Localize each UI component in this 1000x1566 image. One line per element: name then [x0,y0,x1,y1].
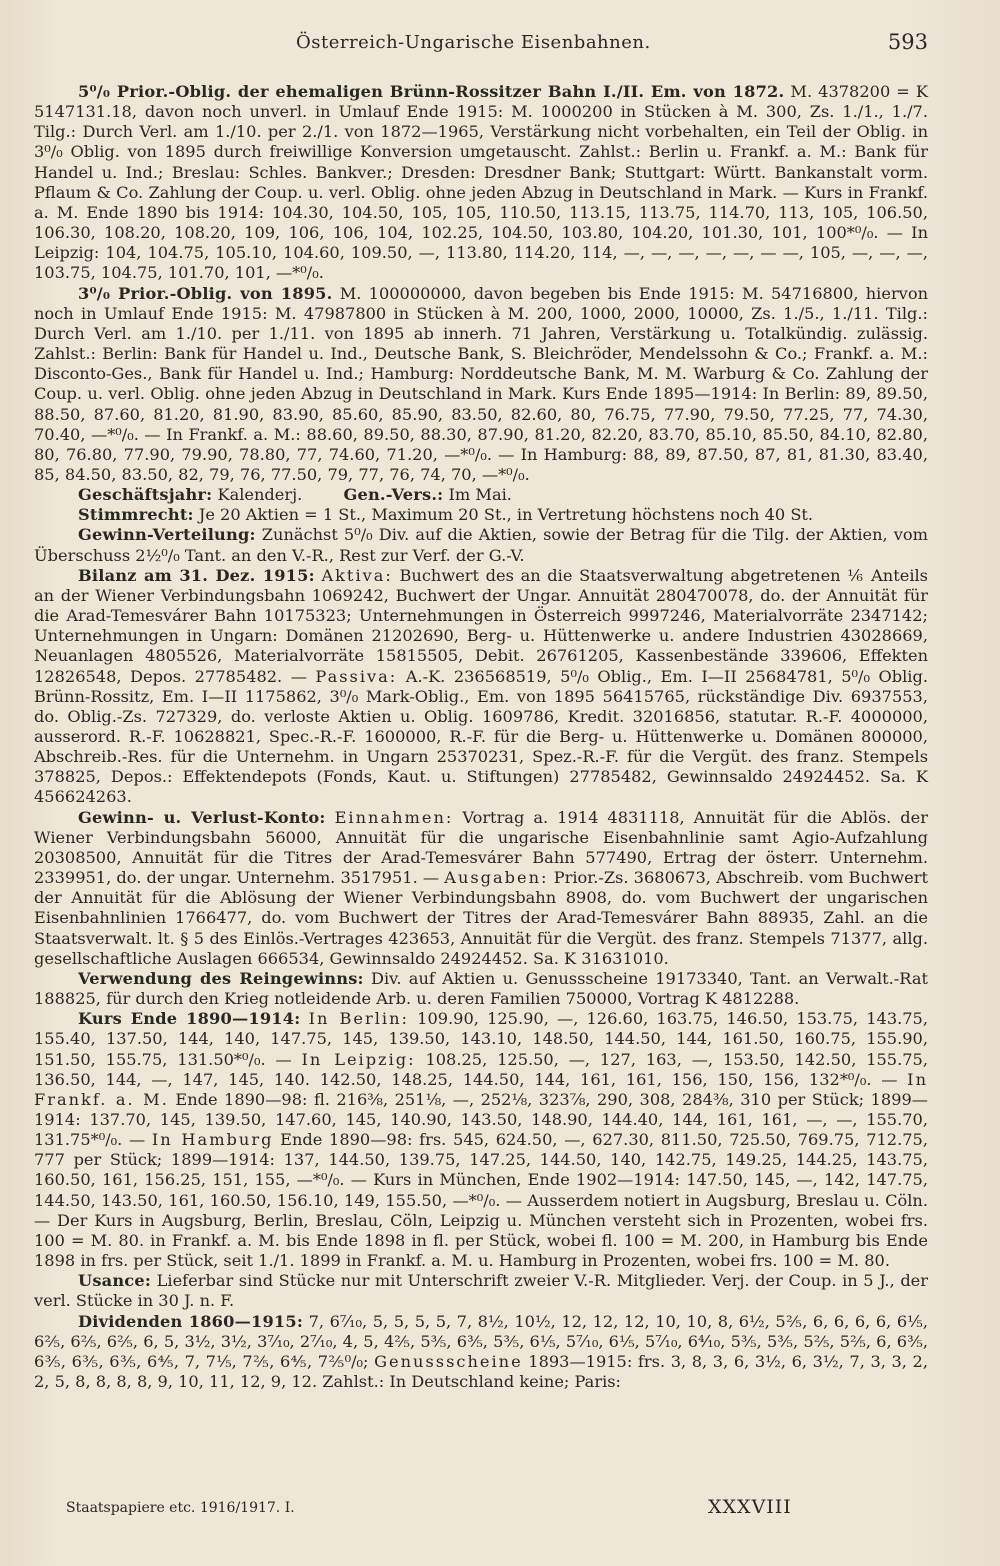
heading-prior-5: 5⁰/₀ Prior.-Oblig. der ehemaligen Brünn-Rossitzer Bahn I./II. Em. von 1872. [78,82,785,101]
paragraph-kurse [34,1009,928,1271]
label-ausgaben: Ausgaben: [444,868,549,888]
label-genussscheine: Genussscheine [374,1351,523,1371]
footer-signature-line: Staatspapiere etc. 1916/1917. I. [66,1500,295,1516]
label-dividenden: Dividenden 1860—1915: [78,1311,304,1331]
text-kurse-leipzig: 108.25, 125.50, —, 127, 163, —, 153.50, 142.50, 155.75, 136.50, 144, —, 147, 145, 140. 142.50, 148.25, 144.50, 144, 161, 161, 156, 150, 156, 132*⁰/₀. — [34,1049,928,1089]
paragraph-prior-3 [34,284,928,486]
running-head [34,32,928,62]
label-kurse-leipzig: In Leipzig: [301,1049,416,1069]
text-aktiva: Buchwert des an die Staatsverwaltung abgetretenen ⅙ Anteils an der Wiener Verbindungsbahn 1069242, Buchwert der Ungar. Annuität 280470078, do. der Annuität für die Arad-Temesvárer Bahn 10175323; Unternehmungen in Österreich 9997246, Materialvorräte 2347142; Unternehmungen in Ungarn: Domänen 21202690, Berg- u. Hüttenwerke u. andere Industrien 43028669, Neuanlagen 4805526, Materialvorräte 15815505, Debit. 26761205, Kassenbestände 339606, Effekten 12826548, Depos. 27785482. — [34,565,928,686]
text-dividenden: 7, 6⁷⁄₁₀, 5, 5, 5, 5, 7, 8½, 10½, 12, 12, 12, 10, 10, 8, 6½, 5⅖, 6, 6, 6, 6, 6⅕, 6⅖, 6⅖, 6⅖, 6, 5, 3½, 3½, 3⁷⁄₁₀, 2⁷⁄₁₀, 4, 5, 4⅖, 5⅗, 6⅗, 5⅗, 6⅕, 5⁷⁄₁₀, 6⅕, 5⁷⁄₁₀, 6⁴⁄₁₀, 5⅗, 5⅗, 5⅖, 5⅖, 6, 6⅗, 6⅗, 6⅗, 6⅗, 6⅘, 7, 7⅕, 7⅖, 6⅘, 7⅖⁰/₀; [34,1311,928,1371]
label-gewinn-konto: Gewinn- u. Verlust-Konto: [78,807,326,827]
paragraph-prior-5 [34,82,928,284]
page-number: 593 [887,30,928,54]
paragraph-bilanz [34,566,928,808]
text-kurse-berlin: 109.90, 125.90, —, 126.60, 163.75, 146.50, 153.75, 143.75, 155.40, 137.50, 144, 140, 147.75, 145, 139.50, 143.10, 148.50, 144.50, 144, 161.50, 160.75, 155.90, 151.50, 155.75, 131.50*⁰/₀. — [34,1009,929,1069]
label-kurse-berlin: In Berlin: [308,1009,409,1029]
page-footer [66,1496,928,1520]
label-verwendung: Verwendung des Reingewinns: [78,968,364,988]
paragraph-geschaeftsjahr [34,485,928,505]
text-verwendung: Div. auf Aktien u. Genussscheine 19173340, Tant. an Verwalt.-Rat 188825, für durch den Krieg notleidende Arb. u. deren Familien 750000, Vortrag K 4812288. [34,968,928,1009]
label-kurse-hamburg: In Hamburg [151,1130,274,1150]
text-genussscheine: 1893—1915: frs. 3, 8, 3, 6, 3½, 6, 3½, 7, 3, 3, 2, 2, 5, 8, 8, 8, 8, 9, 10, 11, 12, 9, 12. Zahlst.: In Deutschland keine; Paris: [34,1351,928,1391]
label-kurse: Kurs Ende 1890—1914: [78,1009,301,1029]
paragraph-verwendung [34,969,928,1009]
label-aktiva: Aktiva: [321,565,393,585]
text-passiva: A.-K. 236568519, 5⁰/₀ Oblig., Em. I—II 25684781, 5⁰/₀ Oblig. Brünn-Rossitz, Em. I—II 1175862, 3⁰/₀ Mark-Oblig., Em. von 1895 56415765, rückständige Div. 6937553, do. Oblig.-Zs. 727329, do. verloste Aktien u. Oblig. 1609786, Kredit. 32016856, statutar. R.-F. 4000000, ausserord. R.-F. 10628821, Spec.-R.-F. 1600000, R.-F. für die Berg- u. Hüttenwerke u. Domänen 800000, Abschreib.-Res. für die Unternehm. in Ungarn 25370231, Spez.-R.-F. für die Vergüt. des franz. Stempels 378825, Depos.: Effektendepots (Fonds, Kaut. u. Stiftungen) 27785482, Gewinnsaldo 24924452. Sa. K 456624263. [34,666,928,807]
paragraph-stimmrecht [34,505,928,525]
label-usance: Usance: [78,1271,152,1291]
heading-prior-3: 3⁰/₀ Prior.-Oblig. von 1895. [78,283,333,303]
text-kurse-frankfurt: Ende 1890—98: fl. 216⅜, 251⅛, —, 252⅛, 323⅞, 290, 308, 284⅜, 310 per Stück; 1899—1914: 137.70, 145, 139.50, 147.60, 145, 140.90, 143.50, 148.90, 144.40, 144, 161, 161, —, —, 155.70, 131.75*⁰/₀. — [34,1089,928,1150]
label-stimmrecht: Stimmrecht: [78,505,194,525]
label-einnahmen: Einnahmen: [334,807,454,827]
text-stimmrecht: Je 20 Aktien = 1 St., Maximum 20 St., in Vertretung höchstens noch 40 St. [198,505,814,525]
article-body [34,82,928,1392]
value-geschaeftsjahr: Kalenderj. [217,485,303,505]
text-ausgaben: Prior.-Zs. 3680673, Abschreib. vom Buchwert der Annuität für die Ablösung der Wiener Verbindungsbahn 8908, do. vom Buchwert der ungarischen Eisenbahnlinien 1766477, do. vom Buchwert der Titres der Arad-Temesvárer Bahn 88935, Zahl. an die Staatsverwalt. lt. § 5 des Einlös.-Vertrages 423653, Annuität für die Vergüt. des franz. Stempels 71377, allg. gesellschaftliche Auslagen 666534, Gewinnsaldo 24924452. Sa. K 31631010. [34,868,928,968]
label-passiva: Passiva: [315,666,398,686]
text-usance: Lieferbar sind Stücke nur mit Unterschrift zweier V.-R. Mitglieder. Verj. der Coup. in 5 J., der verl. Stücke in 30 J. n. F. [34,1271,928,1311]
text-kurse-hamburg: Ende 1890—98: frs. 545, 624.50, —, 627.30, 811.50, 725.50, 769.75, 712.75, 777 per Stück; 1899—1914: 137, 144.50, 139.75, 147.25, 144.50, 140, 142.75, 149.25, 144.25, 143.75, 160.50, 161, 156.25, 151, 155, —*⁰/₀. — Kurs in München, Ende 1902—1914: 147.50, 145, —, 142, 147.75, 144.50, 143.50, 161, 160.50, 156.10, 149, 155.50, —*⁰/₀. — Ausserdem notiert in Augsburg, Breslau u. Cöln. — Der Kurs in Augsburg, Berlin, Breslau, Cöln, Leipzig u. München versteht sich in Prozenten, wobei frs. 100 = M. 80. in Frankf. a. M. bis Ende 1898 in fl. per Stück, wobei fl. 100 = M. 200, in Hamburg bis Ende 1898 in frs. per Stück, seit 1./1. 1899 in Frankf. a. M. u. Hamburg in Prozenten, wobei frs. 100 = M. 80. [34,1130,928,1271]
label-gen-vers: Gen.-Vers.: [343,485,444,505]
footer-sheet-number: XXXVIII [708,1496,792,1518]
text-einnahmen: Vortrag a. 1914 4831118, Annuität für die Ablös. der Wiener Verbindungsbahn 56000, Annuität für die ungarische Eisenbahnlinie samt Agio-Aufzahlung 20308500, Annuität für die Titres der Arad-Temesvárer Bahn 577490, Ertrag der österr. Unternehm. 2339951, do. der ungar. Unternehm. 3517951. — [34,807,928,888]
label-gewinn-verteilung: Gewinn-Verteilung: [78,525,256,545]
paragraph-gewinn-konto [34,808,928,969]
label-geschaeftsjahr: Geschäftsjahr: [78,485,213,505]
label-bilanz: Bilanz am 31. Dez. 1915: [78,565,315,585]
paragraph-usance [34,1271,928,1311]
text-prior-5: M. 4378200 = K 5147131.18, davon noch unverl. in Umlauf Ende 1915: M. 1000200 in Stücken à M. 300, Zs. 1./1., 1./7. Tilg.: Durch Verl. am 1./10. per 2./1. von 1872—1965, Verstärkung nicht vorbehalten, ein Teil der Oblig. in 3⁰/₀ Oblig. von 1895 durch freiwillige Konversion umgetauscht. Zahlst.: Berlin u. Frankf. a. M.: Bank für Handel u. Ind.; Breslau: Schles. Bankver.; Dresden: Dresdner Bank; Stuttgart: Württ. Bankanstalt vorm. Pflaum & Co. Zahlung der Coup. u. verl. Oblig. ohne jeden Abzug in Deutschland in Mark. — Kurs in Frankf. a. M. Ende 1890 bis 1914: 104.30, 104.50, 105, 105, 110.50, 113.15, 113.75, 114.70, 113, 105, 106.50, 106.30, 108.20, 108.20, 109, 106, 106, 104, 102.25, 104.50, 103.80, 104.20, 101.30, 101, 100*⁰/₀. — In Leipzig: 104, 104.75, 105.10, 104.60, 109.50, —, 113.80, 114.20, 114, —, —, —, —, —, — —, 105, —, —, —, 103.75, 104.75, 101.70, 101, —*⁰/₀. [34,82,928,283]
label-kurse-frankfurt: In Frankf. a. M. [34,1069,928,1109]
value-gen-vers: Im Mai. [448,485,512,505]
paragraph-dividenden [34,1312,928,1393]
paragraph-gewinn-verteilung [34,525,928,565]
text-prior-3: M. 100000000, davon begeben bis Ende 1915: M. 54716800, hiervon noch in Umlauf Ende 1915: M. 47987800 in Stücken à M. 200, 1000, 2000, 10000, Zs. 1./5., 1./11. Tilg.: Durch Verl. am 1./10. per 1./11. von 1895 ab innerh. 71 Jahren, Verstärkung u. Totalkündig. zulässig. Zahlst.: Berlin: Bank für Handel u. Ind., Deutsche Bank, S. Bleichröder, Mendelssohn & Co.; Frankf. a. M.: Disconto-Ges., Bank für Handel u. Ind.; Hamburg: Norddeutsche Bank, M. M. Warburg & Co. Zahlung der Coup. u. verl. Oblig. ohne jeden Abzug in Deutschland in Mark. Kurs Ende 1895—1914: In Berlin: 89, 89.50, 88.50, 87.60, 81.20, 81.90, 83.90, 85.60, 85.90, 83.50, 82.60, 80, 76.75, 77.90, 79.50, 77.25, 77, 74.30, 70.40, —*⁰/₀. — In Frankf. a. M.: 88.60, 89.50, 88.30, 87.90, 81.20, 82.20, 83.70, 85.10, 85.50, 84.10, 82.80, 80, 76.80, 77.90, 79.90, 78.80, 77, 74.60, 71.20, —*⁰/₀. — In Hamburg: 88, 89, 87.50, 87, 81, 81.30, 83.40, 85, 84.50, 83.50, 82, 79, 76, 77.50, 79, 77, 76, 74, 70, —*⁰/₀. [34,283,928,484]
page-title: Österreich-Ungarische Eisenbahnen. [296,32,651,53]
text-gewinn-verteilung: Zunächst 5⁰/₀ Div. auf die Aktien, sowie der Betrag für die Tilg. der Aktien, vom Überschuss 2½⁰/₀ Tant. an den V.-R., Rest zur Verf. der G.-V. [34,525,928,565]
